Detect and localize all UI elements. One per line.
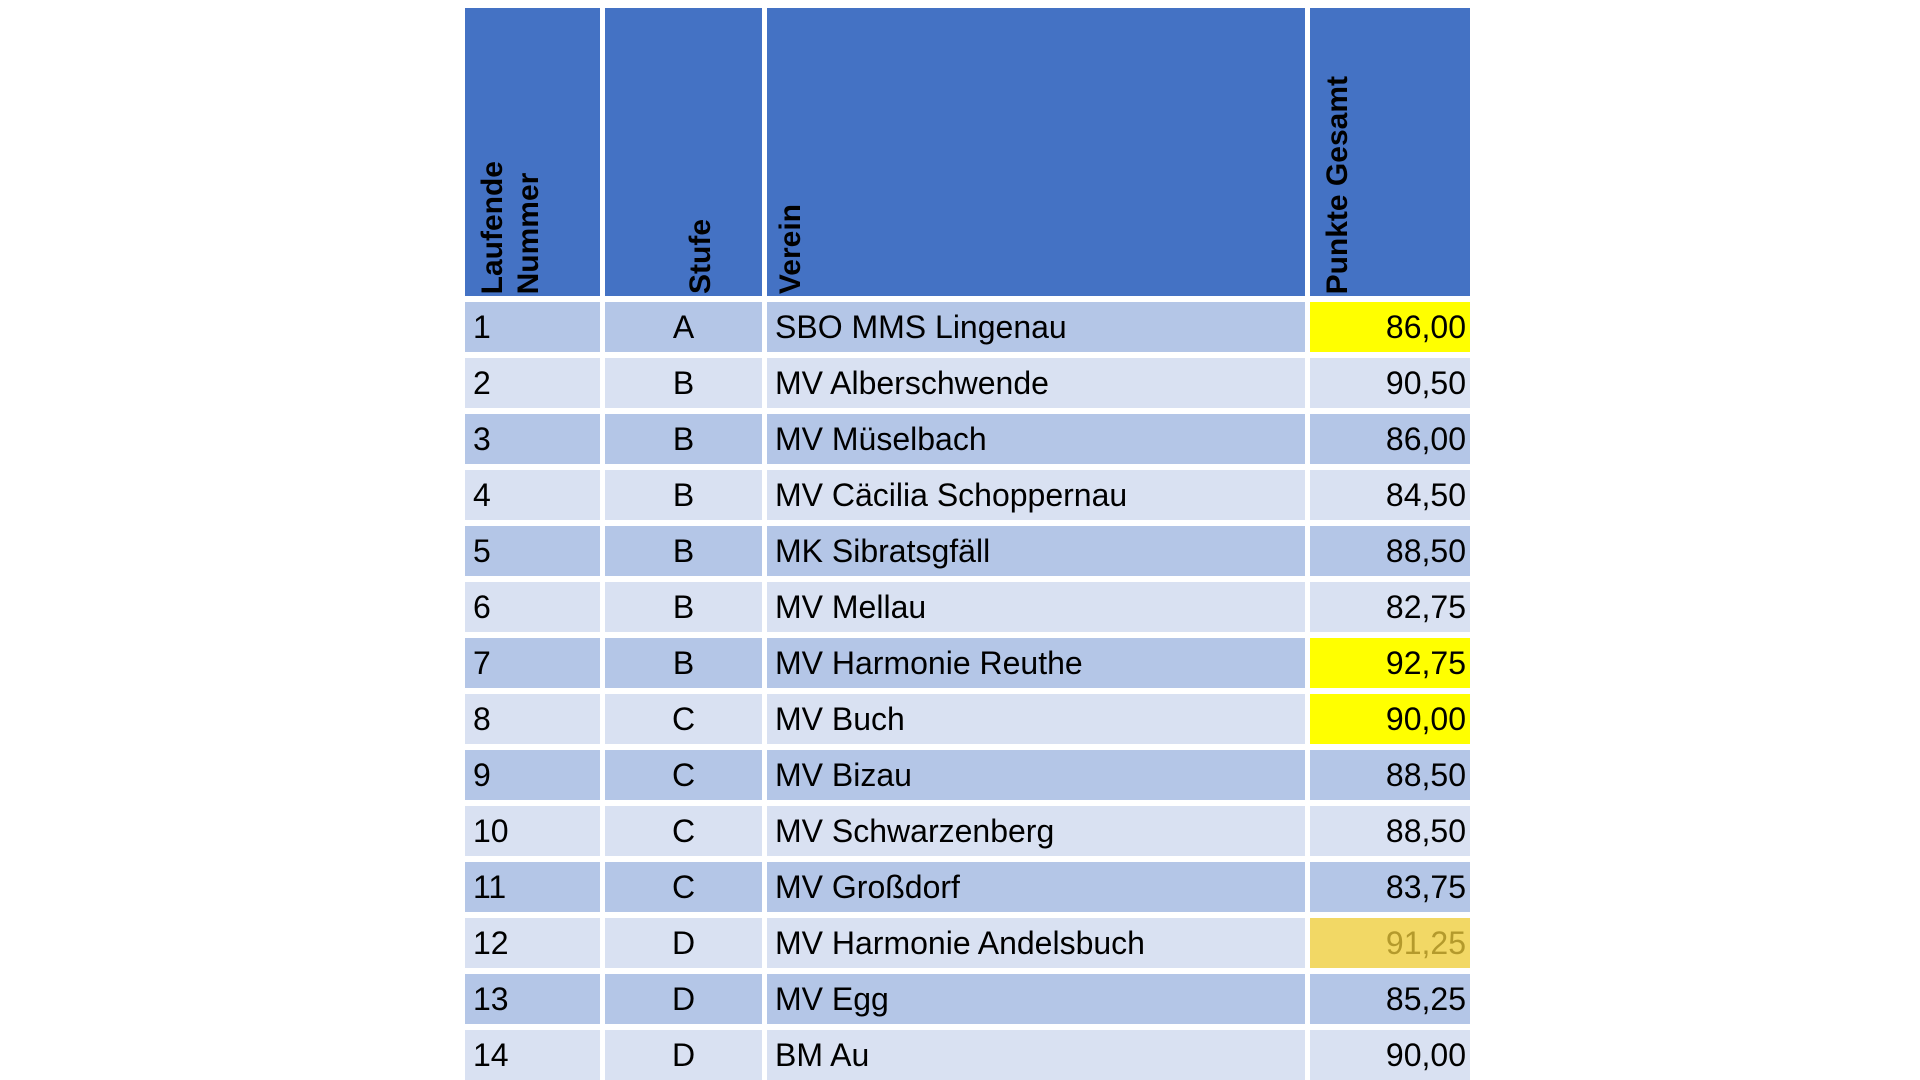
cell-stufe: C [605, 806, 762, 856]
header-cell-stufe [605, 8, 762, 296]
table-row [465, 526, 1470, 576]
cell-verein: MV Cäcilia Schoppernau [767, 470, 1305, 520]
cell-laufende-nummer: 7 [465, 638, 600, 688]
cell-punkte-gesamt: 88,50 [1310, 526, 1470, 576]
cell-verein: MV Schwarzenberg [767, 806, 1305, 856]
cell-stufe: D [605, 918, 762, 968]
cell-punkte-gesamt: 92,75 [1310, 638, 1470, 688]
cell-stufe: C [605, 750, 762, 800]
cell-laufende-nummer: 8 [465, 694, 600, 744]
cell-verein: SBO MMS Lingenau [767, 302, 1305, 352]
cell-laufende-nummer: 1 [465, 302, 600, 352]
cell-verein: BM Au [767, 1030, 1305, 1080]
cell-laufende-nummer: 12 [465, 918, 600, 968]
cell-punkte-gesamt: 86,00 [1310, 302, 1470, 352]
cell-punkte-gesamt: 90,00 [1310, 1030, 1470, 1080]
header-punkte-gesamt: Punkte Gesamt [1321, 75, 1354, 294]
table-row [465, 974, 1470, 1024]
cell-punkte-gesamt: 90,00 [1310, 694, 1470, 744]
cell-stufe: C [605, 694, 762, 744]
table-row [465, 1030, 1470, 1080]
table-row [465, 750, 1470, 800]
table-row [465, 694, 1470, 744]
cell-punkte-gesamt: 82,75 [1310, 582, 1470, 632]
cell-verein: MV Egg [767, 974, 1305, 1024]
cell-laufende-nummer: 11 [465, 862, 600, 912]
cell-laufende-nummer: 6 [465, 582, 600, 632]
cell-stufe: B [605, 470, 762, 520]
header-verein: Verein [774, 203, 807, 294]
cell-punkte-gesamt: 88,50 [1310, 806, 1470, 856]
table-row [465, 414, 1470, 464]
table-row [465, 470, 1470, 520]
results-table [465, 8, 1470, 1080]
cell-punkte-gesamt: 88,50 [1310, 750, 1470, 800]
cell-stufe: C [605, 862, 762, 912]
cell-stufe: B [605, 358, 762, 408]
cell-punkte-gesamt: 84,50 [1310, 470, 1470, 520]
cell-verein: MV Mellau [767, 582, 1305, 632]
cell-stufe: A [605, 302, 762, 352]
table-row [465, 358, 1470, 408]
cell-stufe: B [605, 638, 762, 688]
cell-verein: MV Alberschwende [767, 358, 1305, 408]
header-cell-laufende-nummer [465, 8, 600, 296]
cell-laufende-nummer: 3 [465, 414, 600, 464]
table-body [465, 302, 1470, 1080]
cell-laufende-nummer: 9 [465, 750, 600, 800]
cell-laufende-nummer: 14 [465, 1030, 600, 1080]
table-row [465, 806, 1470, 856]
cell-stufe: B [605, 414, 762, 464]
table-row [465, 582, 1470, 632]
cell-punkte-gesamt: 83,75 [1310, 862, 1470, 912]
table-row [465, 638, 1470, 688]
cell-stufe: B [605, 526, 762, 576]
cell-punkte-gesamt: 91,25 [1310, 918, 1470, 968]
cell-stufe: D [605, 974, 762, 1024]
cell-laufende-nummer: 13 [465, 974, 600, 1024]
table-row [465, 302, 1470, 352]
table-row [465, 862, 1470, 912]
cell-laufende-nummer: 2 [465, 358, 600, 408]
table-row [465, 918, 1470, 968]
header-cell-punkte-gesamt [1310, 8, 1470, 296]
cell-laufende-nummer: 10 [465, 806, 600, 856]
table-header-row [465, 8, 1470, 296]
cell-verein: MV Harmonie Andelsbuch [767, 918, 1305, 968]
cell-laufende-nummer: 5 [465, 526, 600, 576]
cell-verein: MV Großdorf [767, 862, 1305, 912]
header-stufe: Stufe [684, 219, 717, 294]
cell-punkte-gesamt: 85,25 [1310, 974, 1470, 1024]
cell-laufende-nummer: 4 [465, 470, 600, 520]
cell-verein: MV Müselbach [767, 414, 1305, 464]
cell-verein: MV Harmonie Reuthe [767, 638, 1305, 688]
cell-stufe: B [605, 582, 762, 632]
cell-punkte-gesamt: 86,00 [1310, 414, 1470, 464]
cell-verein: MV Bizau [767, 750, 1305, 800]
cell-punkte-gesamt: 90,50 [1310, 358, 1470, 408]
header-cell-verein [767, 8, 1305, 296]
cell-verein: MV Buch [767, 694, 1305, 744]
header-laufende-nummer: Laufende Nummer [476, 160, 545, 294]
cell-verein: MK Sibratsgfäll [767, 526, 1305, 576]
cell-stufe: D [605, 1030, 762, 1080]
